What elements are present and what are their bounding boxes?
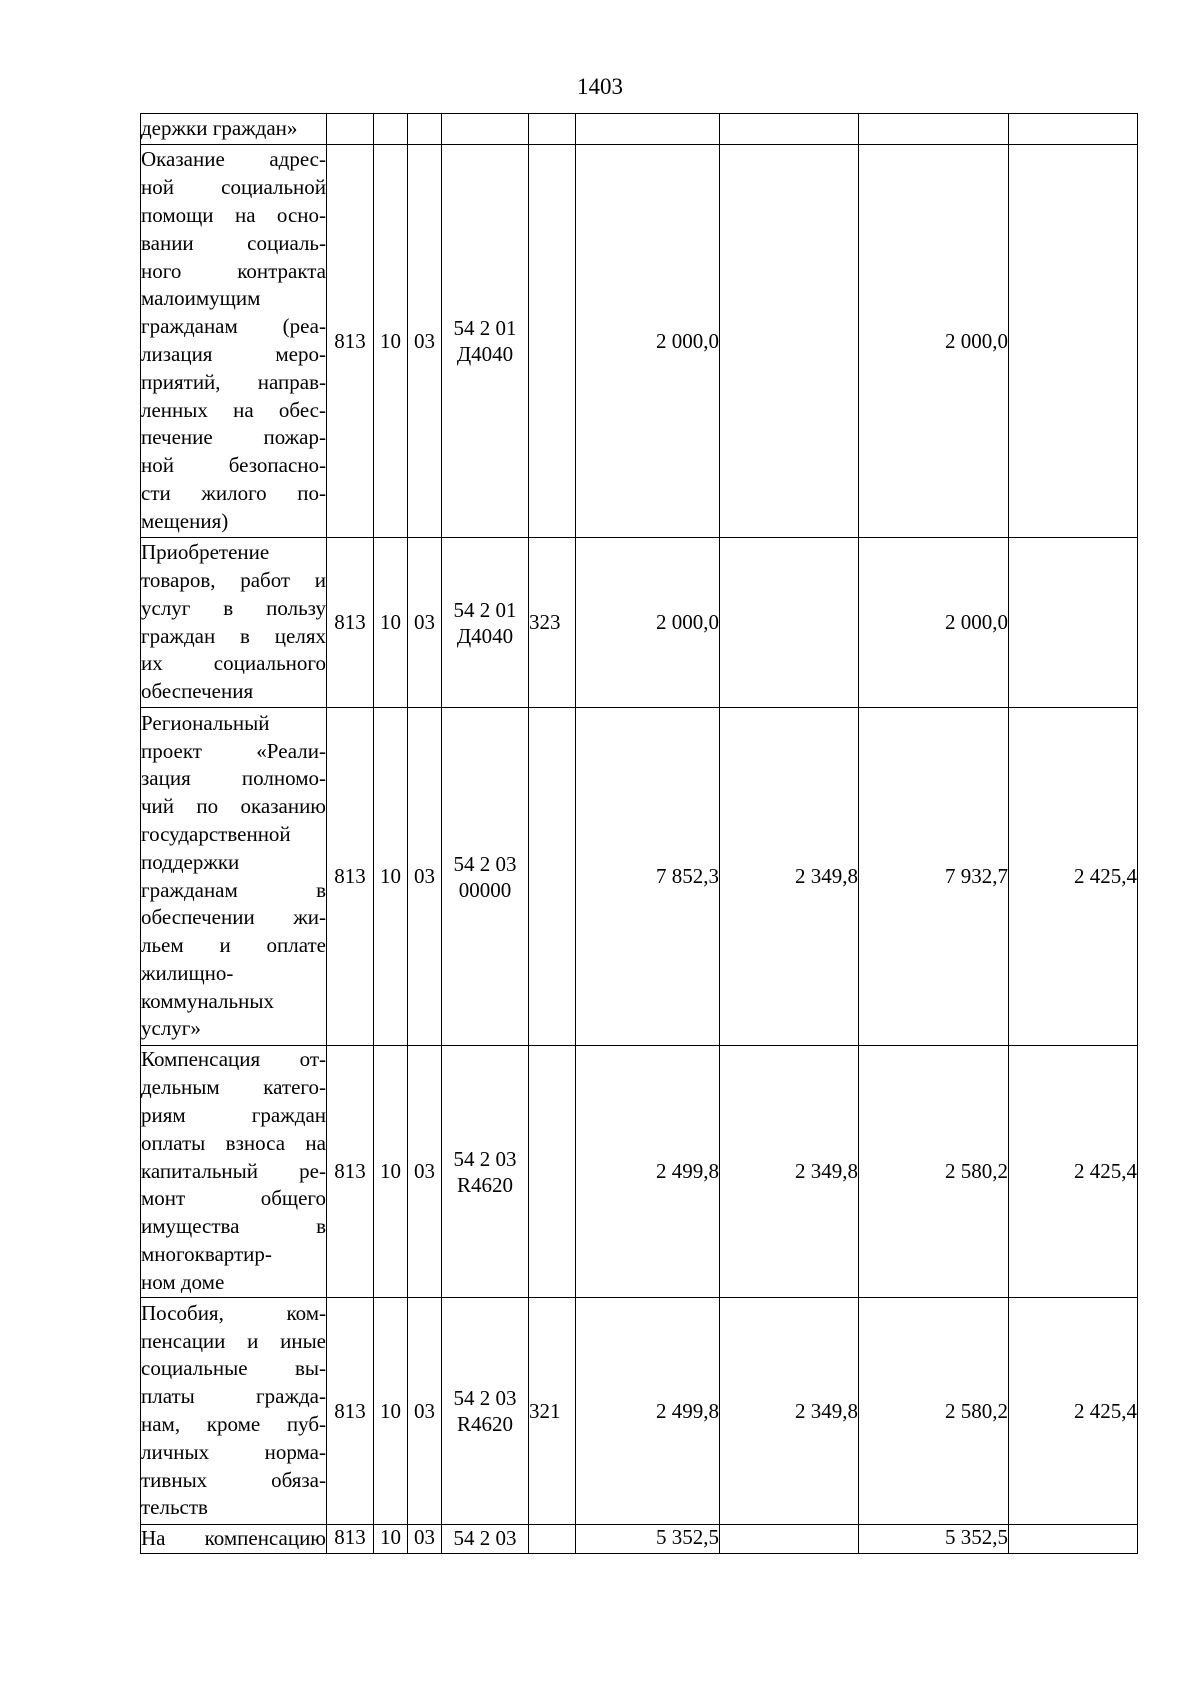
description-line: мещения) xyxy=(141,508,229,533)
description-line: тельств xyxy=(141,1495,208,1520)
amount-year1-total: 2 000,0 xyxy=(576,145,720,538)
description-line: граждан в целях xyxy=(141,623,326,648)
expense-type-code xyxy=(529,708,576,1046)
description-line: многоквартир- xyxy=(141,1241,272,1266)
amount-year2-total: 2 000,0 xyxy=(859,145,1009,538)
target-article-code xyxy=(442,1298,529,1525)
row-description xyxy=(141,1525,327,1554)
target-article-line: 54 2 01 xyxy=(453,597,517,622)
row-description xyxy=(141,708,327,1046)
target-article-code xyxy=(442,708,529,1046)
amount-year2-total: 2 000,0 xyxy=(859,538,1009,708)
description-line: зация полномо- xyxy=(141,766,326,791)
page-number: 1403 xyxy=(577,74,623,99)
description-line: ного контракта xyxy=(141,258,326,283)
target-article-code xyxy=(442,114,529,145)
amount-year1-federal xyxy=(720,1525,859,1554)
amount-year1-federal xyxy=(720,538,859,708)
description-line: жилищно- xyxy=(141,960,234,985)
description-line: капитальный ре- xyxy=(141,1158,326,1183)
description-line: оплаты взноса на xyxy=(141,1130,326,1155)
description-line: монт общего xyxy=(141,1186,326,1211)
expense-type-code xyxy=(529,145,576,538)
target-article-line: Д4040 xyxy=(456,623,514,648)
ved-code: 813 xyxy=(327,538,374,708)
description-line: пенсации и иные xyxy=(141,1328,326,1353)
description-line: гражданам в xyxy=(141,877,326,902)
amount-year1-federal: 2 349,8 xyxy=(720,1046,859,1298)
description-line: социальные вы- xyxy=(141,1356,326,1381)
amount-year1-total: 7 852,3 xyxy=(576,708,720,1046)
amount-year2-federal xyxy=(1009,114,1138,145)
description-line: тивных обяза- xyxy=(141,1467,326,1492)
description-line: ной социальной xyxy=(141,175,326,200)
amount-year2-federal: 2 425,4 xyxy=(1009,1298,1138,1525)
table-row xyxy=(141,114,1138,145)
description-line: проект «Реали- xyxy=(141,738,326,763)
target-article-code xyxy=(442,145,529,538)
section-code: 10 xyxy=(374,145,408,538)
description-line: риям граждан xyxy=(141,1103,326,1127)
amount-year1-total: 2 000,0 xyxy=(576,538,720,708)
subsection-code: 03 xyxy=(408,1046,442,1298)
subsection-code: 03 xyxy=(408,1298,442,1525)
description-line: их социального xyxy=(141,651,326,676)
expense-type-code xyxy=(529,1046,576,1298)
section-code: 10 xyxy=(374,1298,408,1525)
description-line: обеспечении жи- xyxy=(141,905,326,930)
target-article-line: 54 2 03 xyxy=(453,1386,517,1410)
target-article-code xyxy=(442,538,529,708)
description-line: услуг» xyxy=(141,1016,201,1041)
target-article-line: 54 2 03 xyxy=(453,1526,517,1550)
target-article-line: 54 2 01 xyxy=(453,316,517,340)
table-row xyxy=(141,1525,1138,1554)
description-line: помощи на осно- xyxy=(141,203,326,228)
table-row xyxy=(141,708,1138,1046)
ved-code: 813 xyxy=(327,1525,374,1554)
description-line: На компенсацию xyxy=(141,1526,326,1550)
description-line: коммунальных xyxy=(141,988,274,1013)
amount-year1-total: 5 352,5 xyxy=(576,1525,720,1554)
description-line: личных норма- xyxy=(141,1439,326,1464)
description-line: товаров, работ и xyxy=(141,567,326,592)
amount-year1-total xyxy=(576,114,720,145)
amount-year2-federal: 2 425,4 xyxy=(1009,708,1138,1046)
description-line: ленных на обес- xyxy=(141,397,326,422)
description-line: приятий, направ- xyxy=(141,369,326,394)
description-line: обеспечения xyxy=(141,679,254,704)
description-line: держки граждан» xyxy=(141,116,298,141)
table-row xyxy=(141,1046,1138,1298)
expense-type-code: 323 xyxy=(529,538,576,708)
section-code xyxy=(374,114,408,145)
amount-year1-total: 2 499,8 xyxy=(576,1298,720,1525)
description-line: Приобретение xyxy=(141,540,270,565)
ved-code: 813 xyxy=(327,145,374,538)
amount-year2-total: 2 580,2 xyxy=(859,1298,1009,1525)
description-line: Оказание адрес- xyxy=(141,147,326,172)
row-description xyxy=(141,1298,327,1525)
ved-code: 813 xyxy=(327,1298,374,1525)
description-line: Региональный xyxy=(141,710,270,735)
amount-year2-total xyxy=(859,114,1009,145)
expense-type-code xyxy=(529,114,576,145)
description-line: Пособия, ком- xyxy=(141,1300,326,1325)
amount-year2-federal: 2 425,4 xyxy=(1009,1046,1138,1298)
table-row xyxy=(141,1298,1138,1525)
amount-year1-federal xyxy=(720,114,859,145)
subsection-code: 03 xyxy=(408,538,442,708)
subsection-code: 03 xyxy=(408,708,442,1046)
description-line: платы гражда- xyxy=(141,1384,326,1409)
description-line: имущества в xyxy=(141,1214,326,1239)
section-code: 10 xyxy=(374,538,408,708)
budget-table xyxy=(140,113,1138,1554)
ved-code xyxy=(327,114,374,145)
expense-type-code: 321 xyxy=(529,1298,576,1525)
description-line: гражданам (реа- xyxy=(141,314,326,339)
description-line: лизация меро- xyxy=(141,342,326,366)
amount-year1-federal: 2 349,8 xyxy=(720,708,859,1046)
amount-year2-total: 5 352,5 xyxy=(859,1525,1009,1554)
subsection-code xyxy=(408,114,442,145)
ved-code: 813 xyxy=(327,1046,374,1298)
target-article-line: R4620 xyxy=(456,1412,513,1436)
target-article-line: Д4040 xyxy=(456,342,514,366)
subsection-code: 03 xyxy=(408,145,442,538)
target-article-line: 54 2 03 xyxy=(453,1146,517,1171)
ved-code: 813 xyxy=(327,708,374,1046)
row-description xyxy=(141,145,327,538)
amount-year1-federal: 2 349,8 xyxy=(720,1298,859,1525)
amount-year2-total: 7 932,7 xyxy=(859,708,1009,1046)
target-article-line: 00000 xyxy=(458,877,512,902)
table-row xyxy=(141,538,1138,708)
target-article-line: R4620 xyxy=(456,1172,513,1197)
expense-type-code xyxy=(529,1525,576,1554)
amount-year1-federal xyxy=(720,145,859,538)
description-line: поддержки xyxy=(141,849,240,874)
section-code: 10 xyxy=(374,1525,408,1554)
target-article-line: 54 2 03 xyxy=(453,851,517,876)
target-article-code xyxy=(442,1046,529,1298)
description-line: малоимущим xyxy=(141,286,261,311)
description-line: государственной xyxy=(141,821,291,846)
amount-year1-total: 2 499,8 xyxy=(576,1046,720,1298)
amount-year2-federal xyxy=(1009,145,1138,538)
amount-year2-federal xyxy=(1009,538,1138,708)
target-article-code xyxy=(442,1525,529,1554)
row-description xyxy=(141,1046,327,1298)
amount-year2-total: 2 580,2 xyxy=(859,1046,1009,1298)
subsection-code: 03 xyxy=(408,1525,442,1554)
description-line: нам, кроме пуб- xyxy=(141,1412,326,1436)
description-line: ном доме xyxy=(141,1269,225,1294)
description-line: Компенсация от- xyxy=(141,1047,326,1072)
description-line: чий по оказанию xyxy=(141,794,326,819)
description-line: печение пожар- xyxy=(141,425,326,450)
amount-year2-federal xyxy=(1009,1525,1138,1554)
row-description xyxy=(141,538,327,708)
description-line: сти жилого по- xyxy=(141,480,326,505)
description-line: ной безопасно- xyxy=(141,453,326,478)
table-row xyxy=(141,145,1138,538)
description-line: вании социаль- xyxy=(141,230,326,255)
description-line: дельным катего- xyxy=(141,1075,326,1100)
section-code: 10 xyxy=(374,1046,408,1298)
description-line: услуг в пользу xyxy=(141,595,326,620)
section-code: 10 xyxy=(374,708,408,1046)
row-description xyxy=(141,114,327,145)
description-line: льем и оплате xyxy=(141,933,326,958)
